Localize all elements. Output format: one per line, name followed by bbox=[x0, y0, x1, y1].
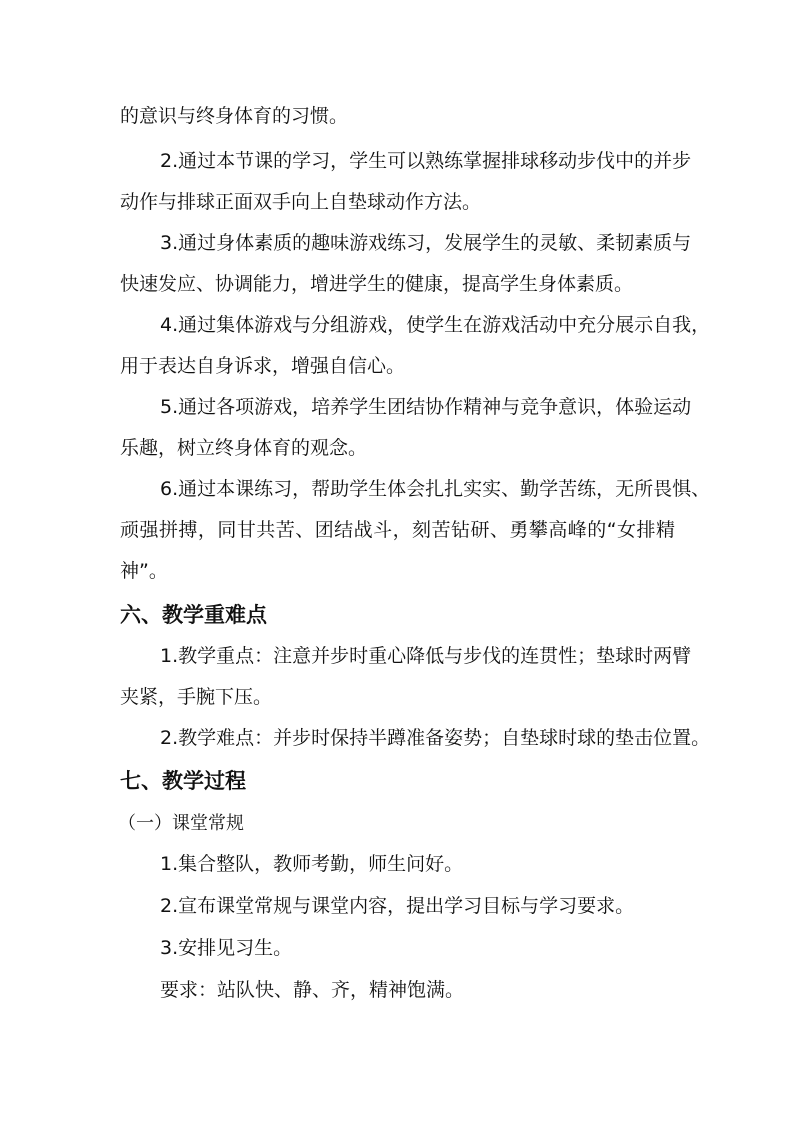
routine-requirement: 要求：站队快、静、齐，精神饱满。 bbox=[160, 979, 465, 1001]
objective-5-line-1: 5.通过各项游戏，培养学生团结协作精神与竞争意识，体验运动 bbox=[160, 396, 692, 418]
objective-2-line-2: 动作与排球正面双手向上自垫球动作方法。 bbox=[120, 191, 482, 213]
routine-item-1: 1.集合整队，教师考勤，师生问好。 bbox=[160, 853, 464, 875]
key-point-2-line-1: 2.教学难点：并步时保持半蹲准备姿势；自垫球时球的垫击位置。 bbox=[160, 727, 711, 749]
subsection-heading-1: （一）课堂常规 bbox=[118, 813, 244, 834]
objective-4-line-1: 4.通过集体游戏与分组游戏，使学生在游戏活动中充分展示自我， bbox=[160, 314, 711, 336]
objective-6-line-1: 6.通过本课练习，帮助学生体会扎扎实实、勤学苦练，无所畏惧、 bbox=[160, 478, 711, 500]
objective-5-line-2: 乐趣，树立终身体育的观念。 bbox=[120, 437, 368, 459]
key-point-1-line-1: 1.教学重点：注意并步时重心降低与步伐的连贯性；垫球时两臂 bbox=[160, 645, 692, 667]
objective-3-line-2: 快速发应、协调能力，增进学生的健康，提高学生身体素质。 bbox=[120, 273, 634, 295]
objective-6-line-2: 顽强拼搏，同甘共苦、团结战斗，刻苦钻研、勇攀高峰的“女排精 bbox=[120, 519, 675, 541]
routine-item-3: 3.安排见习生。 bbox=[160, 937, 293, 959]
paragraph-line: 的意识与终身体育的习惯。 bbox=[120, 105, 349, 127]
key-point-1-line-2: 夹紧，手腕下压。 bbox=[120, 686, 273, 708]
objective-2-line-1: 2.通过本节课的学习，学生可以熟练掌握排球移动步伐中的并步 bbox=[160, 150, 692, 172]
routine-item-2: 2.宣布课堂常规与课堂内容，提出学习目标与学习要求。 bbox=[160, 895, 635, 917]
section-heading-6: 六、教学重难点 bbox=[120, 603, 267, 627]
objective-4-line-2: 用于表达自身诉求，增强自信心。 bbox=[120, 355, 406, 377]
objective-3-line-1: 3.通过身体素质的趣味游戏练习，发展学生的灵敏、柔韧素质与 bbox=[160, 232, 692, 254]
section-heading-7: 七、教学过程 bbox=[120, 769, 246, 793]
objective-6-line-3: 神”。 bbox=[120, 560, 168, 582]
